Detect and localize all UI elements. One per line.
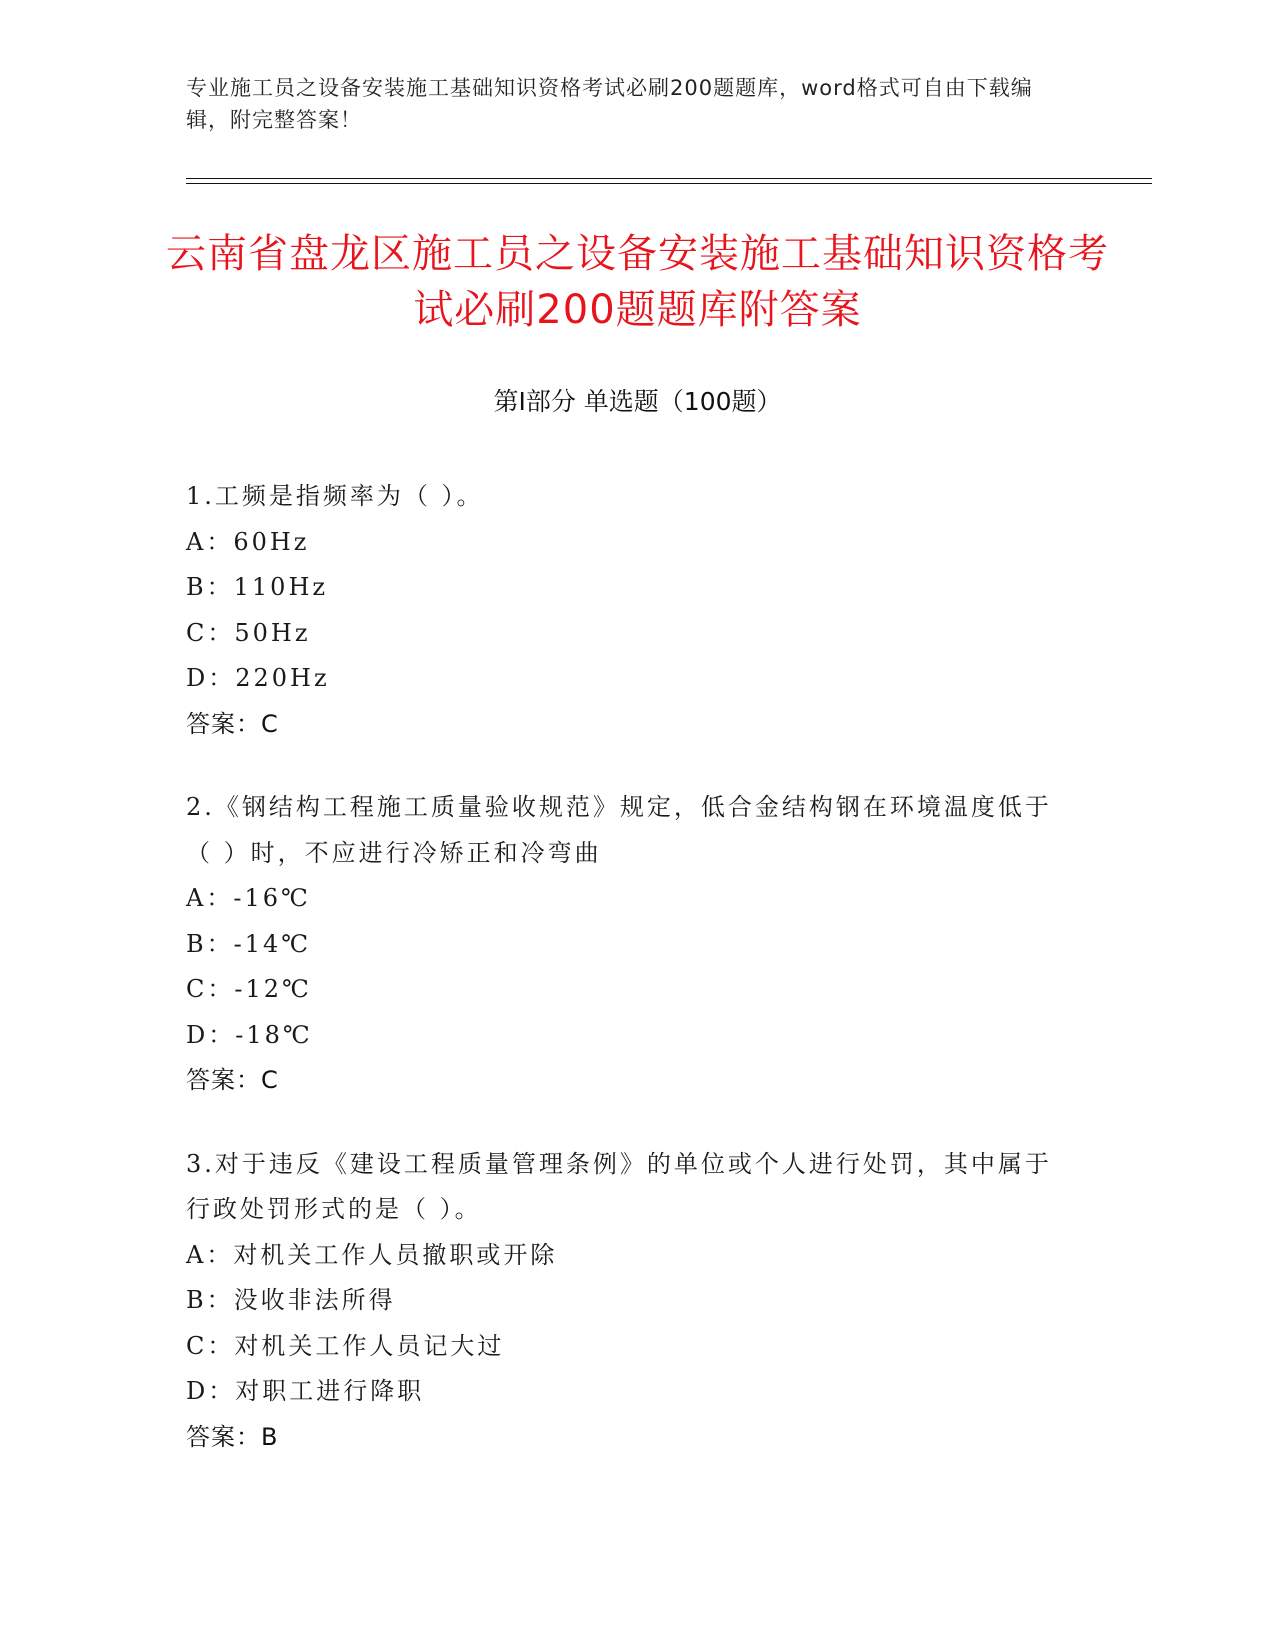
- option-b: B：-14℃: [186, 929, 312, 958]
- option-c: C：对机关工作人员记大过: [186, 1331, 505, 1360]
- option-c: C：50Hz: [186, 618, 311, 647]
- header-divider-top: [186, 178, 1152, 179]
- header-divider-bottom: [186, 183, 1152, 184]
- option-d: D：对职工进行降职: [186, 1377, 425, 1405]
- section-title: 第Ⅰ部分 单选题（100题）: [493, 387, 782, 416]
- question-1: [186, 474, 1066, 747]
- option-b: B：110Hz: [186, 573, 329, 601]
- option-c: C：-12℃: [186, 975, 312, 1003]
- question-2: [186, 785, 1066, 1104]
- header-note: 专业施工员之设备安装施工基础知识资格考试必刷200题题库，word格式可自由下载编辑，附完整答案！: [186, 76, 1033, 132]
- answer: 答案：C: [186, 709, 279, 738]
- document-title: 云南省盘龙区施工员之设备安装施工基础知识资格考试必刷200题题库附答案: [166, 231, 1109, 333]
- question-stem: 1.工频是指频率为（ ）。: [186, 482, 484, 510]
- option-a: A：60Hz: [186, 527, 310, 556]
- question-stem: 3.对于违反《建设工程质量管理条例》的单位或个人进行处罚，其中属于行政处罚形式的是（ ）。: [186, 1149, 1052, 1223]
- option-a: A：对机关工作人员撤职或开除: [186, 1240, 558, 1269]
- option-b: B：没收非法所得: [186, 1286, 396, 1314]
- option-d: D：220Hz: [186, 664, 330, 692]
- option-d: D：-18℃: [186, 1020, 313, 1049]
- option-a: A：-16℃: [186, 884, 311, 912]
- answer: 答案：B: [186, 1422, 279, 1451]
- question-stem: 2.《钢结构工程施工质量验收规范》规定，低合金结构钢在环境温度低于（ ）时，不应进行冷矫正和冷弯曲: [186, 793, 1052, 867]
- question-3: [186, 1142, 1066, 1461]
- answer: 答案：C: [186, 1066, 279, 1094]
- question-list: [186, 474, 1066, 1498]
